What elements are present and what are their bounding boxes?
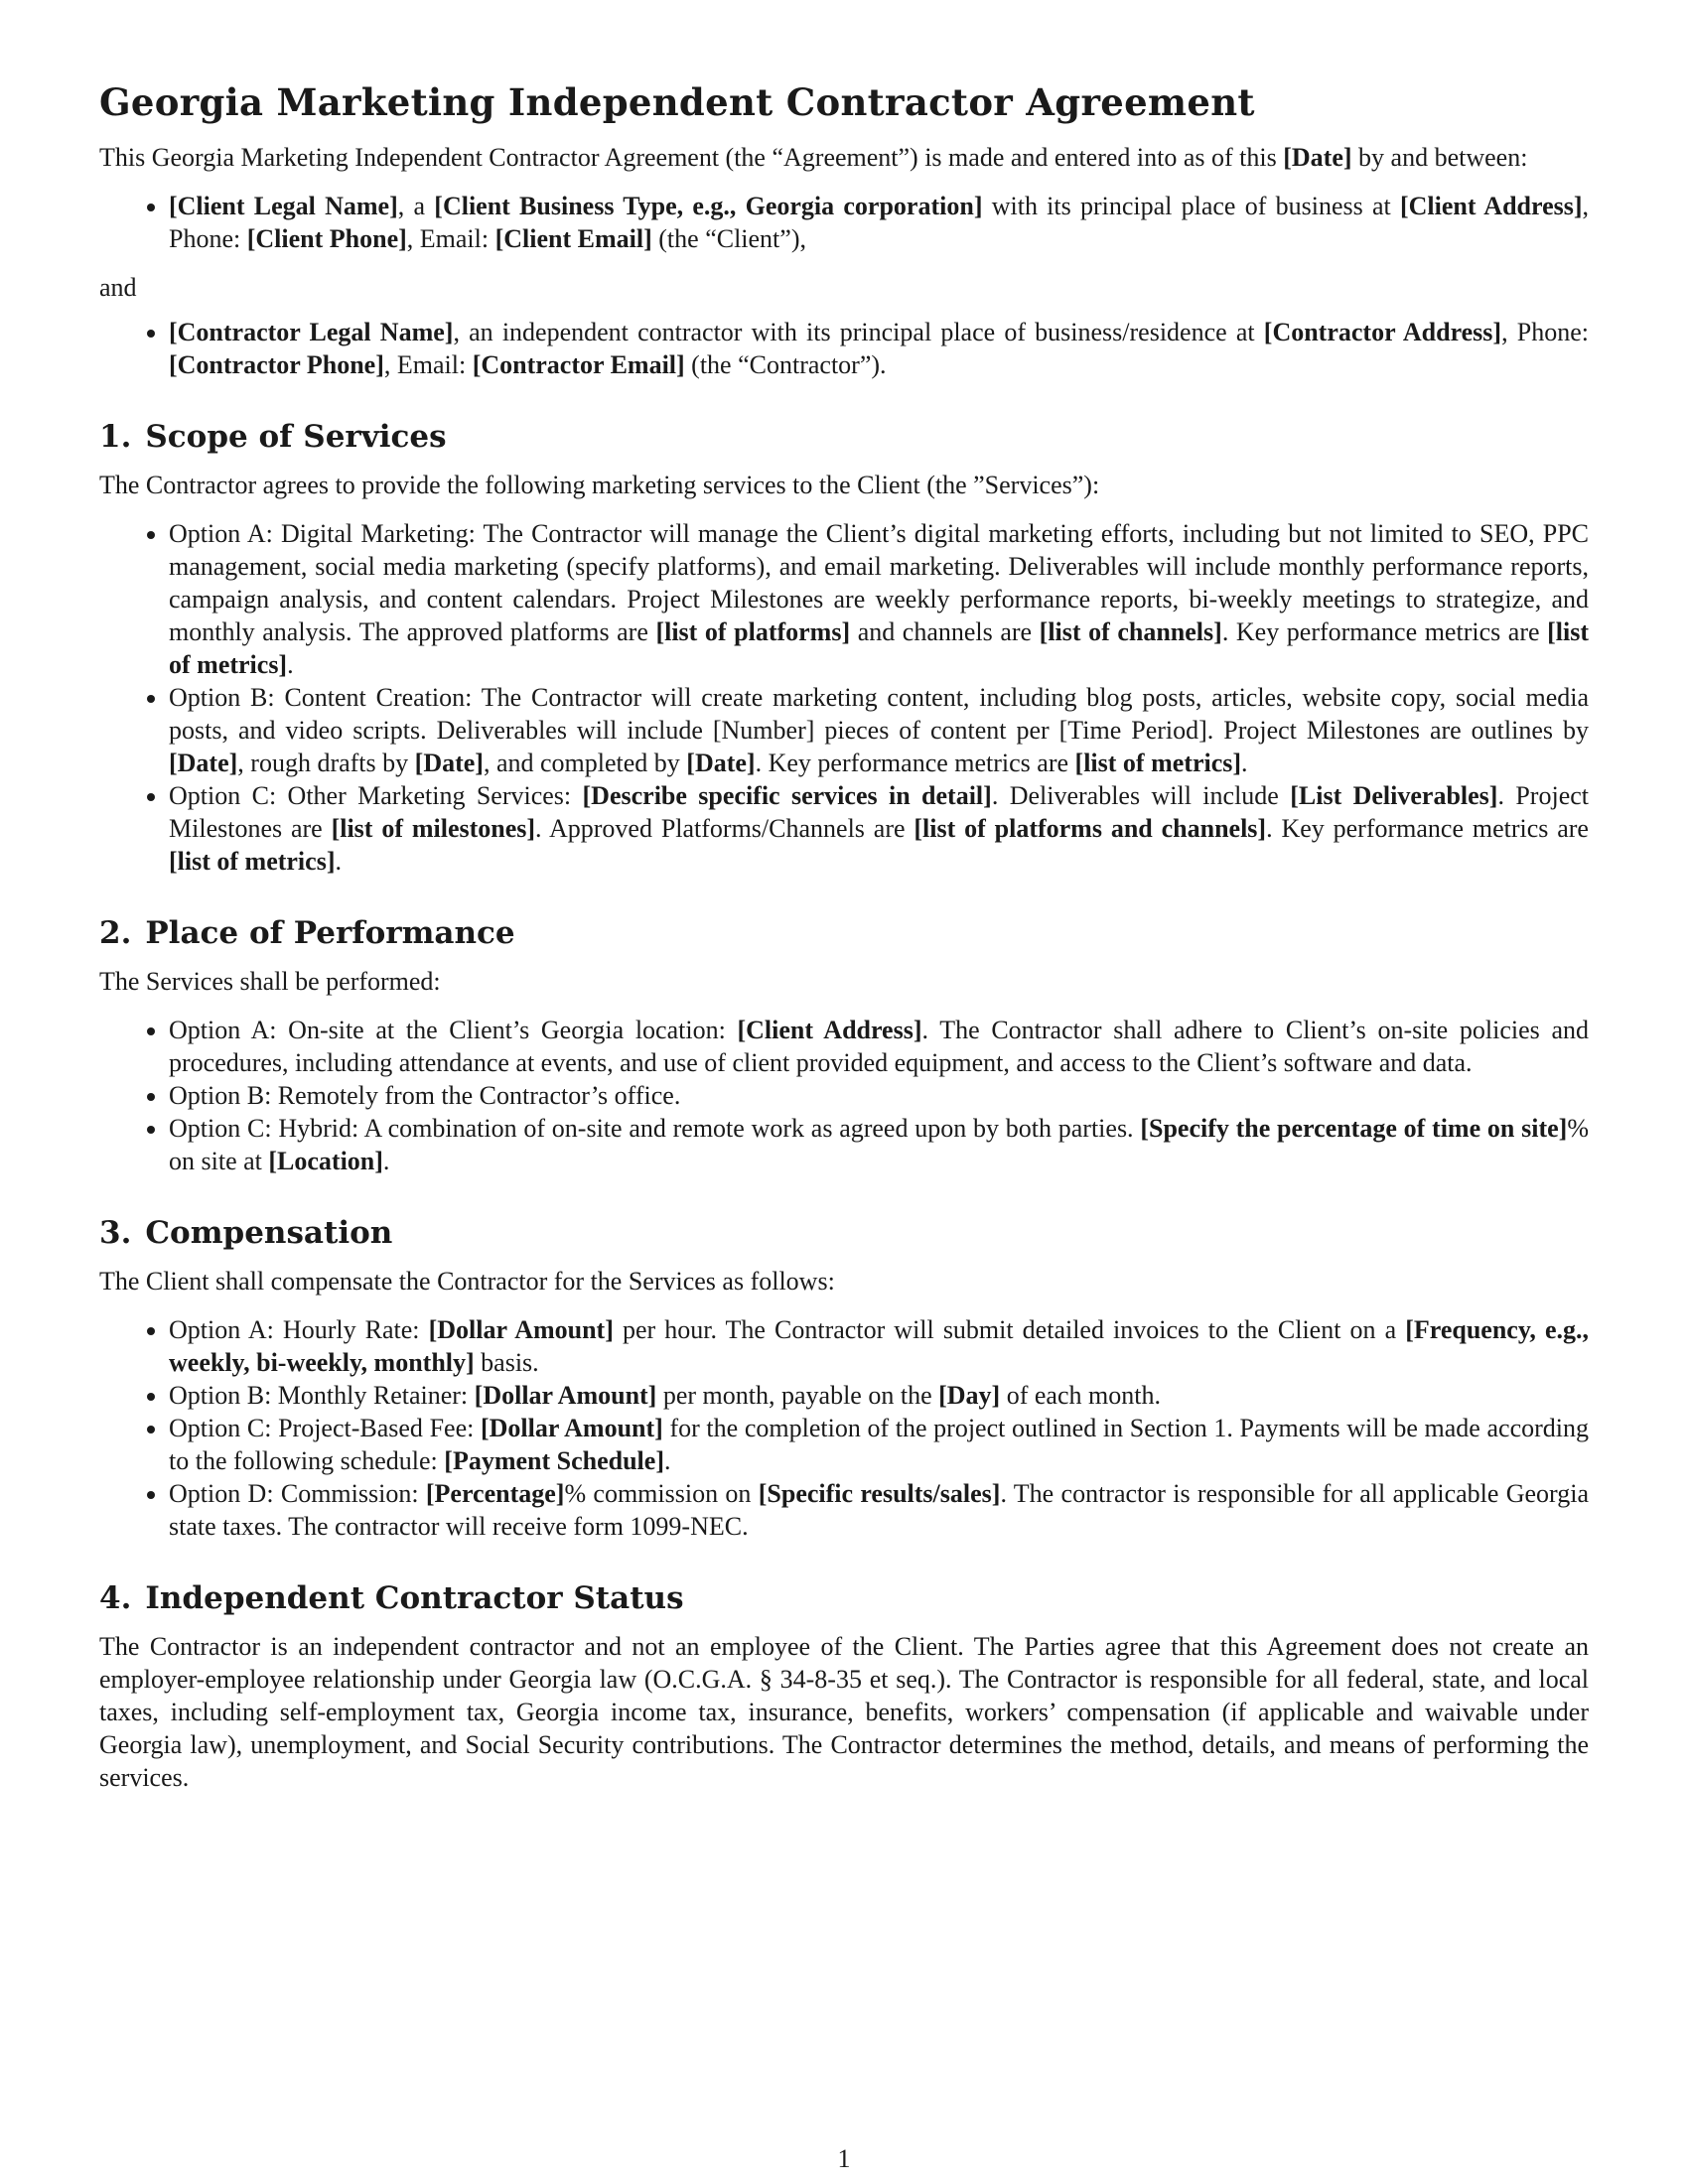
compensation-option-a: [169, 1313, 1589, 1379]
section-number: 3.: [99, 1215, 132, 1251]
compensation-option-d: [169, 1477, 1589, 1543]
placeholder: [Day]: [938, 1381, 1001, 1410]
text: . Project Milestones are: [169, 781, 1589, 843]
text: Option B: Content Creation: The Contractor will create marketing content, including blog posts, articles, website copy, social media posts, and video scripts. Deliverables will include [Number] pieces of content per [Time Period]. Project Milestones are outlines by: [169, 683, 1589, 745]
text: . Deliverables will include: [991, 781, 1291, 810]
section-intro: The Client shall compensate the Contractor for the Services as follows:: [99, 1267, 835, 1296]
contractor-address-placeholder: [Contractor Address]: [1263, 318, 1502, 346]
scope-option-b: [169, 681, 1589, 779]
placeholder: [Describe specific services in detail]: [582, 781, 992, 810]
section-body: The Contractor is an independent contractor and not an employee of the Client. The Parties agree that this Agreement does not create an employer-employee relationship under Georgia law (O.C.G.A. § 34-8-35 et seq.). The Contractor is responsible for all federal, state, and local taxes, including self-employment tax, Georgia income tax, insurance, benefits, workers’ compensation (if applicable and waivable under Georgia law), unemployment, and Social Security contributions. The Contractor determines the method, details, and means of performing the services.: [99, 1632, 1589, 1792]
placeholder: [Dollar Amount]: [428, 1315, 614, 1344]
scope-option-a: [169, 517, 1589, 681]
text: . Key performance metrics are: [755, 749, 1075, 777]
text: and channels are: [850, 617, 1040, 646]
text: per month, payable on the: [656, 1381, 939, 1410]
contractor-email-placeholder: [Contractor Email]: [472, 350, 685, 379]
text: Option B: Remotely from the Contractor’s office.: [169, 1081, 681, 1110]
text: , Phone:: [169, 192, 1590, 253]
text: basis.: [474, 1348, 539, 1377]
text: (the “Client”),: [651, 224, 806, 253]
placeholder: [list of platforms]: [655, 617, 851, 646]
section-title: Scope of Services: [145, 419, 447, 455]
section-heading-contractor-status: [99, 1578, 1589, 1618]
section-title: Place of Performance: [145, 915, 515, 951]
compensation-option-b: [169, 1379, 1589, 1412]
placeholder: [list of platforms and channels]: [914, 814, 1267, 843]
placeholder: [Specify the percentage of time on site]: [1140, 1114, 1568, 1143]
section-heading-place: [99, 913, 1589, 953]
text: for the completion of the project outlined in Section 1. Payments will be made according to the following schedule:: [169, 1414, 1589, 1475]
text: , rough drafts by: [237, 749, 415, 777]
placeholder: [Date]: [169, 749, 238, 777]
document-page: [99, 79, 1589, 1810]
placeholder: [list of metrics]: [169, 847, 336, 876]
text: Option B: Monthly Retainer:: [169, 1381, 475, 1410]
text: Option C: Hybrid: A combination of on-site and remote work as agreed upon by both parties.: [169, 1114, 1141, 1143]
text: (the “Contractor”).: [684, 350, 887, 379]
client-email-placeholder: [Client Email]: [494, 224, 652, 253]
placeholder: [Dollar Amount]: [480, 1414, 663, 1442]
contractor-phone-placeholder: [Contractor Phone]: [169, 350, 384, 379]
placeholder: [Specific results/sales]: [758, 1479, 1001, 1508]
page-number: 1: [837, 2144, 851, 2173]
placeholder: [Date]: [686, 749, 756, 777]
text: Option A: On-site at the Client’s Georgia location:: [169, 1016, 738, 1044]
placeholder: [Frequency, e.g., weekly, bi-weekly, monthly]: [169, 1315, 1589, 1377]
text: per hour. The Contractor will submit detailed invoices to the Client on a: [613, 1315, 1406, 1344]
text: . The contractor is responsible for all applicable Georgia state taxes. The contractor will receive form 1099-NEC.: [169, 1479, 1589, 1541]
text: % on site at: [169, 1114, 1589, 1175]
text: Option C: Project-Based Fee:: [169, 1414, 481, 1442]
text: of each month.: [1000, 1381, 1161, 1410]
text: . Approved Platforms/Channels are: [535, 814, 914, 843]
contractor-party-item: [169, 316, 1589, 381]
place-options-list: [99, 1014, 1589, 1177]
place-option-c: [169, 1112, 1589, 1177]
client-phone-placeholder: [Client Phone]: [246, 224, 407, 253]
text: Option A: Hourly Rate:: [169, 1315, 429, 1344]
text: . Key performance metrics are: [1221, 617, 1548, 646]
text: Option D: Commission:: [169, 1479, 426, 1508]
contractor-party-list: [99, 316, 1589, 381]
intro-date-placeholder: [Date]: [1283, 143, 1352, 172]
text: , Phone:: [1501, 318, 1589, 346]
placeholder: [Location]: [268, 1147, 383, 1175]
text: , and completed by: [483, 749, 687, 777]
scope-options-list: [99, 517, 1589, 878]
text: . The Contractor shall adhere to Client’s on-site policies and procedures, including attendance at events, and use of client provided equipment, and access to the Client’s software and data.: [169, 1016, 1589, 1077]
placeholder: [list of metrics]: [1074, 749, 1242, 777]
intro-text: by and between:: [1351, 143, 1528, 172]
placeholder: [list of metrics]: [169, 617, 1590, 679]
placeholder: [Dollar Amount]: [474, 1381, 657, 1410]
text: .: [1241, 749, 1248, 777]
section-heading-scope: [99, 417, 1589, 457]
text: Option A: Digital Marketing: The Contractor will manage the Client’s digital marketing efforts, including but not limited to SEO, PPC management, social media marketing (specify platforms), and email marketing. Deliverables will include monthly performance reports, campaign analysis, and content calendars. Project Milestones are weekly performance reports, bi-weekly meetings to strategize, and monthly analysis. The approved platforms are: [169, 519, 1589, 646]
section-intro: The Contractor agrees to provide the following marketing services to the Client (the ”Services”):: [99, 471, 1100, 499]
text: with its principal place of business at: [982, 192, 1400, 220]
section-title: Compensation: [145, 1215, 393, 1251]
text: , an independent contractor with its principal place of business/residence at: [453, 318, 1264, 346]
client-name-placeholder: [Client Legal Name]: [169, 192, 398, 220]
placeholder: [list of milestones]: [331, 814, 536, 843]
intro-paragraph: [99, 141, 1589, 174]
compensation-option-c: [169, 1412, 1589, 1477]
place-option-b: [169, 1079, 1589, 1112]
text: .: [382, 1147, 390, 1175]
and-connector: and: [99, 273, 137, 302]
section-title: Independent Contractor Status: [145, 1580, 684, 1616]
section-number: 2.: [99, 915, 132, 951]
client-party-list: [99, 190, 1589, 255]
placeholder: [Date]: [414, 749, 484, 777]
text: , Email:: [383, 350, 473, 379]
text: . Key performance metrics are: [1266, 814, 1589, 843]
placeholder: [list of channels]: [1039, 617, 1222, 646]
intro-text: This Georgia Marketing Independent Contractor Agreement (the “Agreement”) is made and entered into as of this: [99, 143, 1284, 172]
text: .: [287, 650, 294, 679]
text: , Email:: [406, 224, 495, 253]
placeholder: [Percentage]: [425, 1479, 565, 1508]
text: % commission on: [564, 1479, 759, 1508]
place-option-a: [169, 1014, 1589, 1079]
placeholder: [Payment Schedule]: [444, 1446, 664, 1475]
section-number: 1.: [99, 419, 132, 455]
section-number: 4.: [99, 1580, 132, 1616]
client-party-item: [169, 190, 1589, 255]
section-intro: The Services shall be performed:: [99, 967, 441, 996]
client-type-placeholder: [Client Business Type, e.g., Georgia corporation]: [434, 192, 983, 220]
placeholder: [Client Address]: [737, 1016, 922, 1044]
text: .: [663, 1446, 671, 1475]
compensation-options-list: [99, 1313, 1589, 1543]
text: , a: [397, 192, 435, 220]
contractor-name-placeholder: [Contractor Legal Name]: [169, 318, 454, 346]
scope-option-c: [169, 779, 1589, 878]
client-address-placeholder: [Client Address]: [1399, 192, 1583, 220]
text: Option C: Other Marketing Services:: [169, 781, 583, 810]
document-title: Georgia Marketing Independent Contractor Agreement: [99, 80, 1255, 124]
text: .: [335, 847, 342, 876]
section-heading-compensation: [99, 1213, 1589, 1253]
placeholder: [List Deliverables]: [1290, 781, 1498, 810]
